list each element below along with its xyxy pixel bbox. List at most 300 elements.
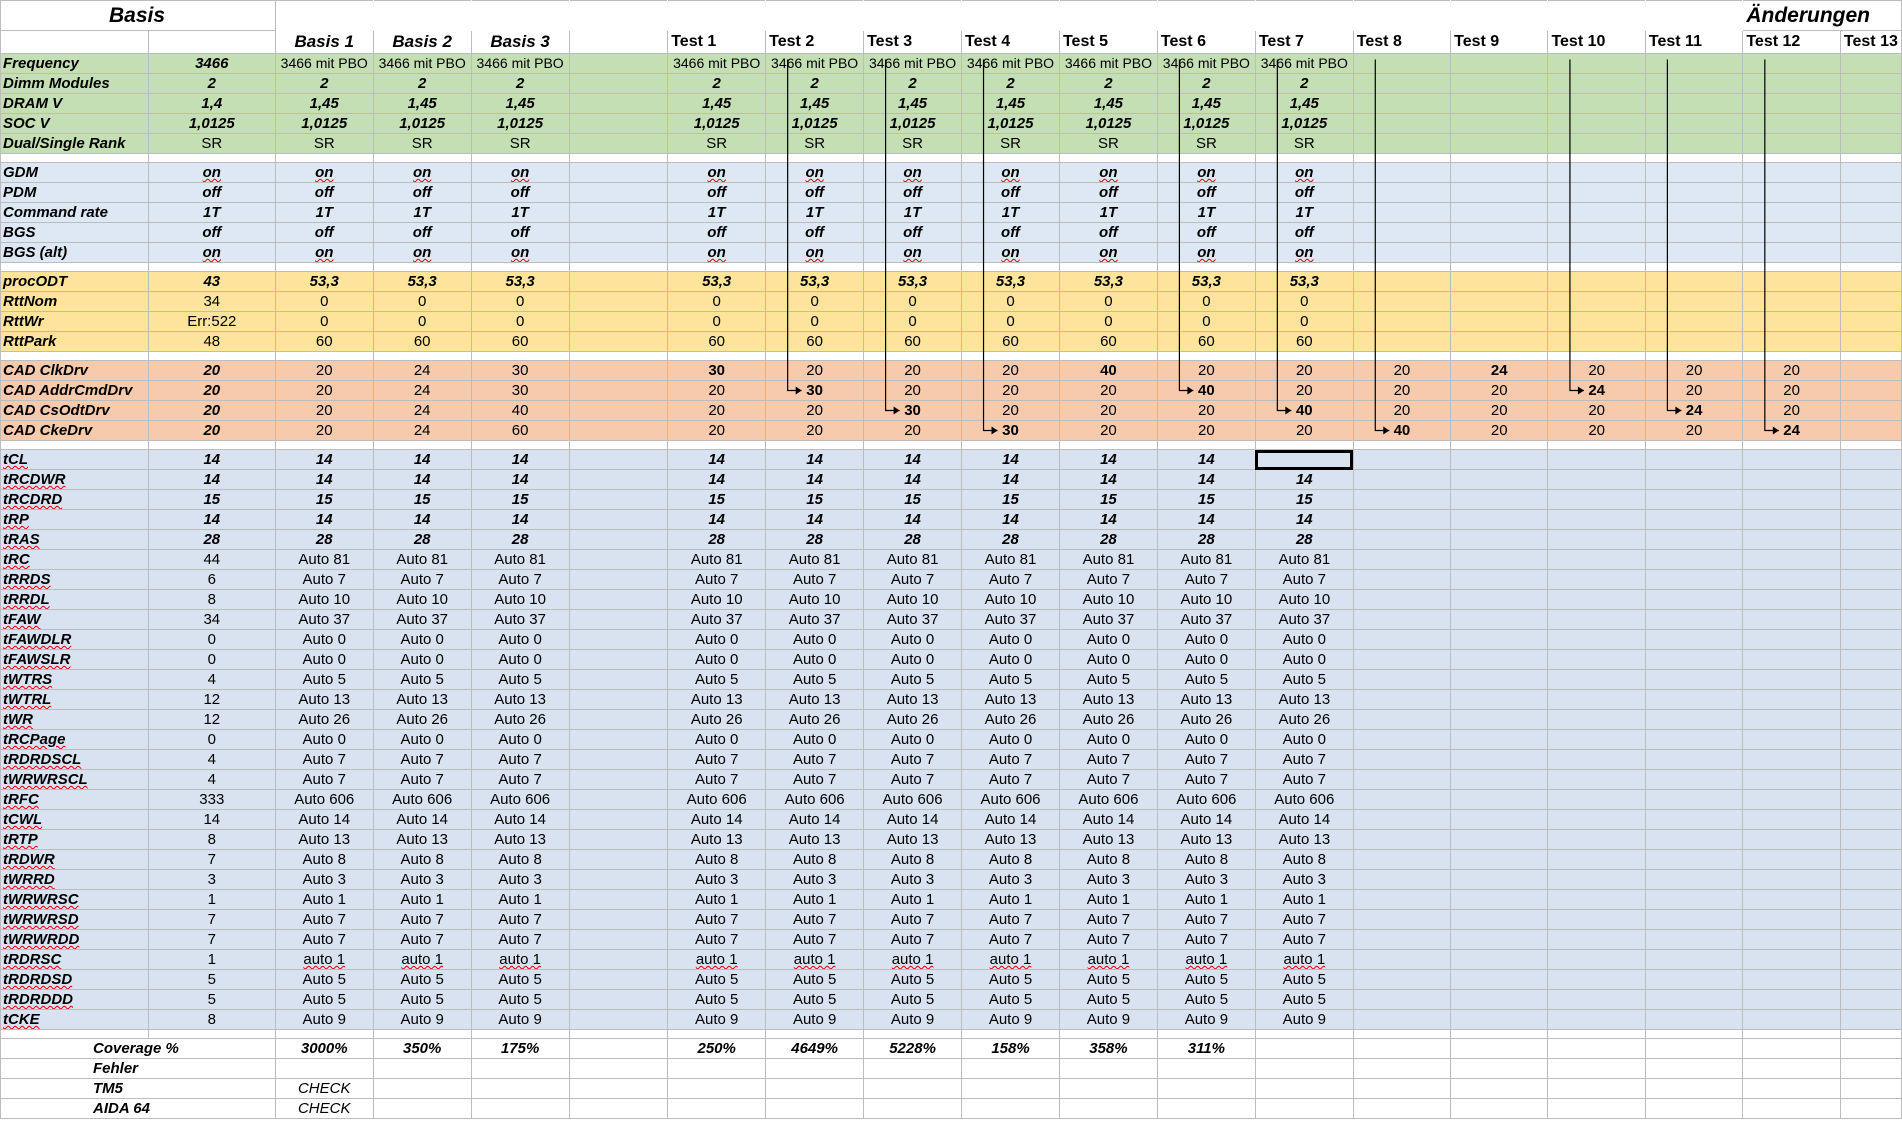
cell[interactable]: Auto 8: [962, 850, 1060, 870]
cell[interactable]: Auto 14: [766, 810, 864, 830]
cell[interactable]: Auto 0: [373, 730, 471, 750]
cell[interactable]: 3466 mit PBO: [1157, 54, 1255, 74]
cell[interactable]: Auto 3: [962, 870, 1060, 890]
cell[interactable]: [1353, 94, 1450, 114]
cell[interactable]: [1743, 54, 1841, 74]
cell[interactable]: [1353, 790, 1450, 810]
cell[interactable]: 14: [275, 470, 373, 490]
cell[interactable]: [1840, 750, 1901, 770]
cell[interactable]: [1840, 950, 1901, 970]
cell[interactable]: [1840, 550, 1901, 570]
cell[interactable]: Auto 10: [471, 590, 569, 610]
cell[interactable]: [1840, 470, 1901, 490]
cell[interactable]: [1840, 381, 1901, 401]
cell[interactable]: 15: [275, 490, 373, 510]
column-header-12[interactable]: Test 7: [1255, 31, 1353, 54]
cell[interactable]: 1,0125: [1059, 114, 1157, 134]
cell[interactable]: 20: [1451, 401, 1548, 421]
cell[interactable]: [1645, 243, 1742, 263]
cell[interactable]: Auto 0: [766, 630, 864, 650]
cell[interactable]: [1451, 530, 1548, 550]
cell[interactable]: [1645, 490, 1742, 510]
cell[interactable]: [1548, 450, 1645, 470]
cell[interactable]: 5: [148, 970, 275, 990]
cell[interactable]: [569, 134, 668, 154]
cell[interactable]: 15: [471, 490, 569, 510]
cell[interactable]: 1,4: [148, 94, 275, 114]
cell[interactable]: 14: [1157, 450, 1255, 470]
cell[interactable]: [1840, 312, 1901, 332]
cell[interactable]: 60: [471, 332, 569, 352]
cell[interactable]: 60: [1059, 332, 1157, 352]
cell[interactable]: 20: [1743, 381, 1841, 401]
cell[interactable]: [1548, 730, 1645, 750]
cell[interactable]: 20: [1353, 401, 1450, 421]
row-label[interactable]: tRFC: [1, 790, 149, 810]
cell[interactable]: Auto 7: [864, 910, 962, 930]
cell[interactable]: off: [471, 223, 569, 243]
cell[interactable]: Auto 8: [864, 850, 962, 870]
cell[interactable]: auto 1: [864, 950, 962, 970]
cell[interactable]: [1548, 850, 1645, 870]
cell[interactable]: [1548, 550, 1645, 570]
cell[interactable]: on: [373, 163, 471, 183]
cell[interactable]: Auto 14: [1059, 810, 1157, 830]
cell[interactable]: [1645, 890, 1742, 910]
cell[interactable]: [1645, 550, 1742, 570]
cell[interactable]: [1743, 850, 1841, 870]
cell[interactable]: Auto 5: [275, 970, 373, 990]
cell[interactable]: [1743, 550, 1841, 570]
footer-cell[interactable]: [1743, 1059, 1841, 1079]
cell[interactable]: Auto 10: [1059, 590, 1157, 610]
cell[interactable]: off: [962, 223, 1060, 243]
cell[interactable]: Auto 0: [864, 650, 962, 670]
cell[interactable]: 1,45: [275, 94, 373, 114]
cell[interactable]: [1743, 203, 1841, 223]
cell[interactable]: [1743, 183, 1841, 203]
cell[interactable]: Auto 8: [373, 850, 471, 870]
cell[interactable]: 15: [962, 490, 1060, 510]
row-label[interactable]: tFAW: [1, 610, 149, 630]
cell[interactable]: Auto 0: [766, 730, 864, 750]
cell[interactable]: Auto 14: [864, 810, 962, 830]
cell[interactable]: on: [471, 243, 569, 263]
cell[interactable]: 60: [766, 332, 864, 352]
footer-cell[interactable]: CHECK: [275, 1099, 373, 1119]
cell[interactable]: [1645, 510, 1742, 530]
cell[interactable]: Auto 3: [275, 870, 373, 890]
footer-cell[interactable]: [1743, 1099, 1841, 1119]
cell[interactable]: Auto 7: [471, 910, 569, 930]
cell[interactable]: [1743, 990, 1841, 1010]
cell[interactable]: 1T: [1157, 203, 1255, 223]
cell[interactable]: Auto 37: [373, 610, 471, 630]
cell[interactable]: on: [373, 243, 471, 263]
header-empty-cell[interactable]: [275, 1, 373, 31]
cell[interactable]: [1645, 870, 1742, 890]
row-label[interactable]: PDM: [1, 183, 149, 203]
cell[interactable]: Auto 7: [275, 930, 373, 950]
cell[interactable]: 7: [148, 910, 275, 930]
cell[interactable]: [1353, 163, 1450, 183]
cell[interactable]: 3466 mit PBO: [962, 54, 1060, 74]
cell[interactable]: 20: [766, 401, 864, 421]
cell[interactable]: 28: [148, 530, 275, 550]
cell[interactable]: [1353, 550, 1450, 570]
cell[interactable]: 28: [766, 530, 864, 550]
cell[interactable]: [1743, 950, 1841, 970]
cell[interactable]: [1548, 690, 1645, 710]
cell[interactable]: [1645, 950, 1742, 970]
cell[interactable]: [1353, 490, 1450, 510]
cell[interactable]: Auto 9: [864, 1010, 962, 1030]
cell[interactable]: 1,45: [373, 94, 471, 114]
cell[interactable]: [1451, 272, 1548, 292]
cell[interactable]: on: [668, 163, 766, 183]
cell[interactable]: Auto 13: [864, 830, 962, 850]
cell[interactable]: Auto 0: [1157, 630, 1255, 650]
cell[interactable]: SR: [373, 134, 471, 154]
cell[interactable]: [1840, 272, 1901, 292]
cell[interactable]: [1645, 770, 1742, 790]
cell[interactable]: Auto 606: [275, 790, 373, 810]
cell[interactable]: Auto 37: [1157, 610, 1255, 630]
cell[interactable]: off: [1059, 223, 1157, 243]
cell[interactable]: Auto 9: [1255, 1010, 1353, 1030]
cell[interactable]: [1548, 670, 1645, 690]
cell[interactable]: [569, 550, 668, 570]
cell[interactable]: [1451, 870, 1548, 890]
row-label[interactable]: tRP: [1, 510, 149, 530]
cell[interactable]: [1548, 710, 1645, 730]
cell[interactable]: 8: [148, 590, 275, 610]
cell[interactable]: 2: [148, 74, 275, 94]
cell[interactable]: [1645, 910, 1742, 930]
cell[interactable]: Auto 8: [275, 850, 373, 870]
cell[interactable]: 3: [148, 870, 275, 890]
cell[interactable]: Auto 7: [373, 770, 471, 790]
cell[interactable]: Auto 14: [962, 810, 1060, 830]
cell[interactable]: Auto 1: [471, 890, 569, 910]
cell[interactable]: Auto 13: [668, 690, 766, 710]
cell[interactable]: 15: [373, 490, 471, 510]
cell[interactable]: off: [148, 183, 275, 203]
cell[interactable]: [1743, 570, 1841, 590]
cell[interactable]: [1840, 530, 1901, 550]
footer-cell[interactable]: [1255, 1079, 1353, 1099]
cell[interactable]: Auto 10: [766, 590, 864, 610]
cell[interactable]: Auto 5: [962, 990, 1060, 1010]
cell[interactable]: Auto 5: [373, 970, 471, 990]
cell[interactable]: Auto 0: [1157, 650, 1255, 670]
cell[interactable]: [1548, 910, 1645, 930]
cell[interactable]: 1,45: [471, 94, 569, 114]
row-label[interactable]: tWR: [1, 710, 149, 730]
cell[interactable]: on: [471, 163, 569, 183]
cell[interactable]: 53,3: [1059, 272, 1157, 292]
cell[interactable]: 14: [766, 470, 864, 490]
footer-cell[interactable]: [1157, 1079, 1255, 1099]
cell[interactable]: [1451, 292, 1548, 312]
footer-cell[interactable]: [1743, 1079, 1841, 1099]
cell[interactable]: Err:522: [148, 312, 275, 332]
cell[interactable]: 1T: [275, 203, 373, 223]
cell[interactable]: Auto 14: [668, 810, 766, 830]
column-header-16[interactable]: Test 11: [1645, 31, 1742, 54]
cell[interactable]: 20: [668, 421, 766, 441]
cell[interactable]: 3466 mit PBO: [864, 54, 962, 74]
cell[interactable]: Auto 5: [471, 670, 569, 690]
cell[interactable]: SR: [1059, 134, 1157, 154]
cell[interactable]: [1548, 292, 1645, 312]
cell[interactable]: 20: [1059, 401, 1157, 421]
cell[interactable]: Auto 7: [373, 570, 471, 590]
cell[interactable]: Auto 37: [864, 610, 962, 630]
column-header-8[interactable]: Test 3: [864, 31, 962, 54]
cell[interactable]: 2: [373, 74, 471, 94]
cell[interactable]: 20: [962, 401, 1060, 421]
cell[interactable]: 28: [668, 530, 766, 550]
row-label[interactable]: procODT: [1, 272, 149, 292]
cell[interactable]: [1451, 910, 1548, 930]
cell[interactable]: [1645, 292, 1742, 312]
cell[interactable]: [569, 630, 668, 650]
row-label[interactable]: tFAWDLR: [1, 630, 149, 650]
footer-cell[interactable]: [1451, 1059, 1548, 1079]
cell[interactable]: [1548, 54, 1645, 74]
cell[interactable]: [1451, 94, 1548, 114]
cell[interactable]: 40: [1255, 401, 1353, 421]
cell[interactable]: Auto 10: [962, 590, 1060, 610]
cell[interactable]: [1743, 770, 1841, 790]
footer-cell[interactable]: [1645, 1079, 1742, 1099]
cell[interactable]: 2: [864, 74, 962, 94]
footer-cell[interactable]: [1548, 1059, 1645, 1079]
cell[interactable]: Auto 7: [275, 570, 373, 590]
cell[interactable]: [1645, 450, 1742, 470]
cell[interactable]: Auto 81: [1157, 550, 1255, 570]
cell[interactable]: 14: [1255, 470, 1353, 490]
cell[interactable]: Auto 5: [1255, 990, 1353, 1010]
cell[interactable]: 0: [1255, 292, 1353, 312]
cell[interactable]: auto 1: [1059, 950, 1157, 970]
cell[interactable]: 0: [1157, 292, 1255, 312]
cell[interactable]: 3466 mit PBO: [471, 54, 569, 74]
cell[interactable]: Auto 14: [471, 810, 569, 830]
cell[interactable]: [1353, 750, 1450, 770]
footer-cell[interactable]: [1548, 1079, 1645, 1099]
cell[interactable]: [1548, 203, 1645, 223]
cell[interactable]: 1,0125: [864, 114, 962, 134]
cell[interactable]: Auto 5: [471, 970, 569, 990]
cell[interactable]: [1645, 650, 1742, 670]
cell[interactable]: Auto 7: [962, 750, 1060, 770]
cell[interactable]: Auto 13: [962, 830, 1060, 850]
cell[interactable]: 0: [1059, 292, 1157, 312]
cell[interactable]: Auto 5: [1059, 670, 1157, 690]
cell[interactable]: Auto 5: [373, 990, 471, 1010]
cell[interactable]: 1,0125: [148, 114, 275, 134]
cell[interactable]: Auto 0: [275, 630, 373, 650]
cell[interactable]: 14: [275, 450, 373, 470]
cell[interactable]: [1645, 710, 1742, 730]
cell[interactable]: Auto 10: [373, 590, 471, 610]
cell[interactable]: Auto 7: [471, 570, 569, 590]
cell[interactable]: off: [275, 183, 373, 203]
cell[interactable]: Auto 13: [1059, 830, 1157, 850]
cell[interactable]: [1451, 710, 1548, 730]
cell[interactable]: 1,0125: [1157, 114, 1255, 134]
cell[interactable]: [1743, 870, 1841, 890]
cell[interactable]: 4: [148, 670, 275, 690]
cell[interactable]: [1451, 590, 1548, 610]
cell[interactable]: [1840, 203, 1901, 223]
footer-cell[interactable]: [1743, 1039, 1841, 1059]
cell[interactable]: 3466 mit PBO: [275, 54, 373, 74]
cell[interactable]: [1451, 650, 1548, 670]
cell[interactable]: Auto 3: [471, 870, 569, 890]
cell[interactable]: 14: [471, 470, 569, 490]
cell[interactable]: 0: [275, 292, 373, 312]
cell[interactable]: [1645, 610, 1742, 630]
row-label[interactable]: tRTP: [1, 830, 149, 850]
column-header-10[interactable]: Test 5: [1059, 31, 1157, 54]
cell[interactable]: off: [275, 223, 373, 243]
cell[interactable]: Auto 1: [1255, 890, 1353, 910]
cell[interactable]: 20: [275, 361, 373, 381]
cell[interactable]: 3466 mit PBO: [1255, 54, 1353, 74]
cell[interactable]: 20: [1645, 361, 1742, 381]
cell[interactable]: off: [1255, 223, 1353, 243]
cell[interactable]: [1743, 750, 1841, 770]
cell[interactable]: off: [766, 223, 864, 243]
cell[interactable]: [1548, 243, 1645, 263]
cell[interactable]: Auto 9: [962, 1010, 1060, 1030]
cell[interactable]: [1548, 750, 1645, 770]
row-label[interactable]: tRDRDDD: [1, 990, 149, 1010]
cell[interactable]: [1743, 94, 1841, 114]
cell[interactable]: 28: [864, 530, 962, 550]
cell[interactable]: Auto 5: [1059, 990, 1157, 1010]
cell[interactable]: 1,0125: [766, 114, 864, 134]
cell[interactable]: [1451, 163, 1548, 183]
cell[interactable]: 1T: [373, 203, 471, 223]
cell[interactable]: [1743, 530, 1841, 550]
cell[interactable]: 28: [471, 530, 569, 550]
cell[interactable]: off: [1157, 183, 1255, 203]
cell[interactable]: [1548, 930, 1645, 950]
cell[interactable]: 60: [962, 332, 1060, 352]
cell[interactable]: [1645, 590, 1742, 610]
cell[interactable]: Auto 7: [471, 930, 569, 950]
cell[interactable]: [1353, 183, 1450, 203]
footer-cell[interactable]: [373, 1079, 471, 1099]
cell[interactable]: 3466 mit PBO: [1059, 54, 1157, 74]
cell[interactable]: 1,0125: [373, 114, 471, 134]
column-header-15[interactable]: Test 10: [1548, 31, 1645, 54]
cell[interactable]: [1451, 670, 1548, 690]
cell[interactable]: off: [668, 223, 766, 243]
cell[interactable]: 30: [864, 401, 962, 421]
cell[interactable]: [569, 163, 668, 183]
cell[interactable]: 60: [471, 421, 569, 441]
cell[interactable]: Auto 7: [275, 770, 373, 790]
cell[interactable]: 0: [373, 292, 471, 312]
header-empty-cell[interactable]: [1645, 1, 1742, 31]
cell[interactable]: Auto 7: [1255, 750, 1353, 770]
cell[interactable]: Auto 0: [962, 650, 1060, 670]
cell[interactable]: Auto 26: [766, 710, 864, 730]
cell[interactable]: [1743, 223, 1841, 243]
cell[interactable]: 20: [1255, 361, 1353, 381]
cell[interactable]: [1451, 830, 1548, 850]
cell[interactable]: off: [668, 183, 766, 203]
row-label[interactable]: CAD CkeDrv: [1, 421, 149, 441]
cell[interactable]: Auto 13: [1255, 830, 1353, 850]
cell[interactable]: off: [766, 183, 864, 203]
cell[interactable]: [1548, 590, 1645, 610]
cell[interactable]: [569, 810, 668, 830]
cell[interactable]: 20: [864, 361, 962, 381]
cell[interactable]: [1840, 401, 1901, 421]
cell[interactable]: 0: [275, 312, 373, 332]
cell[interactable]: 14: [373, 510, 471, 530]
cell[interactable]: 0: [962, 292, 1060, 312]
footer-cell[interactable]: [1451, 1039, 1548, 1059]
cell[interactable]: [1645, 74, 1742, 94]
cell[interactable]: 24: [1451, 361, 1548, 381]
cell[interactable]: 1T: [668, 203, 766, 223]
row-label[interactable]: tRDRDSCL: [1, 750, 149, 770]
cell[interactable]: 14: [962, 450, 1060, 470]
cell[interactable]: [1353, 710, 1450, 730]
cell[interactable]: on: [148, 163, 275, 183]
cell[interactable]: SR: [864, 134, 962, 154]
cell[interactable]: [1548, 312, 1645, 332]
cell[interactable]: 53,3: [1255, 272, 1353, 292]
cell[interactable]: 1T: [1059, 203, 1157, 223]
cell[interactable]: Auto 7: [962, 910, 1060, 930]
cell[interactable]: 44: [148, 550, 275, 570]
cell[interactable]: 0: [471, 292, 569, 312]
cell[interactable]: Auto 7: [766, 770, 864, 790]
cell[interactable]: Auto 9: [766, 1010, 864, 1030]
cell[interactable]: [1548, 570, 1645, 590]
cell[interactable]: [1451, 770, 1548, 790]
cell[interactable]: Auto 10: [864, 590, 962, 610]
row-label[interactable]: tRCPage: [1, 730, 149, 750]
column-header-11[interactable]: Test 6: [1157, 31, 1255, 54]
cell[interactable]: 0: [148, 730, 275, 750]
footer-cell[interactable]: [1255, 1059, 1353, 1079]
cell[interactable]: Auto 81: [864, 550, 962, 570]
cell[interactable]: 20: [1743, 361, 1841, 381]
cell[interactable]: 14: [275, 510, 373, 530]
cell[interactable]: 20: [1743, 401, 1841, 421]
cell[interactable]: 53,3: [373, 272, 471, 292]
cell[interactable]: [1840, 490, 1901, 510]
cell[interactable]: [1743, 450, 1841, 470]
cell[interactable]: [1353, 670, 1450, 690]
cell[interactable]: on: [864, 163, 962, 183]
cell[interactable]: 20: [1548, 401, 1645, 421]
row-label[interactable]: DRAM V: [1, 94, 149, 114]
cell[interactable]: 14: [148, 450, 275, 470]
cell[interactable]: Auto 7: [766, 910, 864, 930]
cell[interactable]: [1548, 610, 1645, 630]
cell[interactable]: [1743, 332, 1841, 352]
